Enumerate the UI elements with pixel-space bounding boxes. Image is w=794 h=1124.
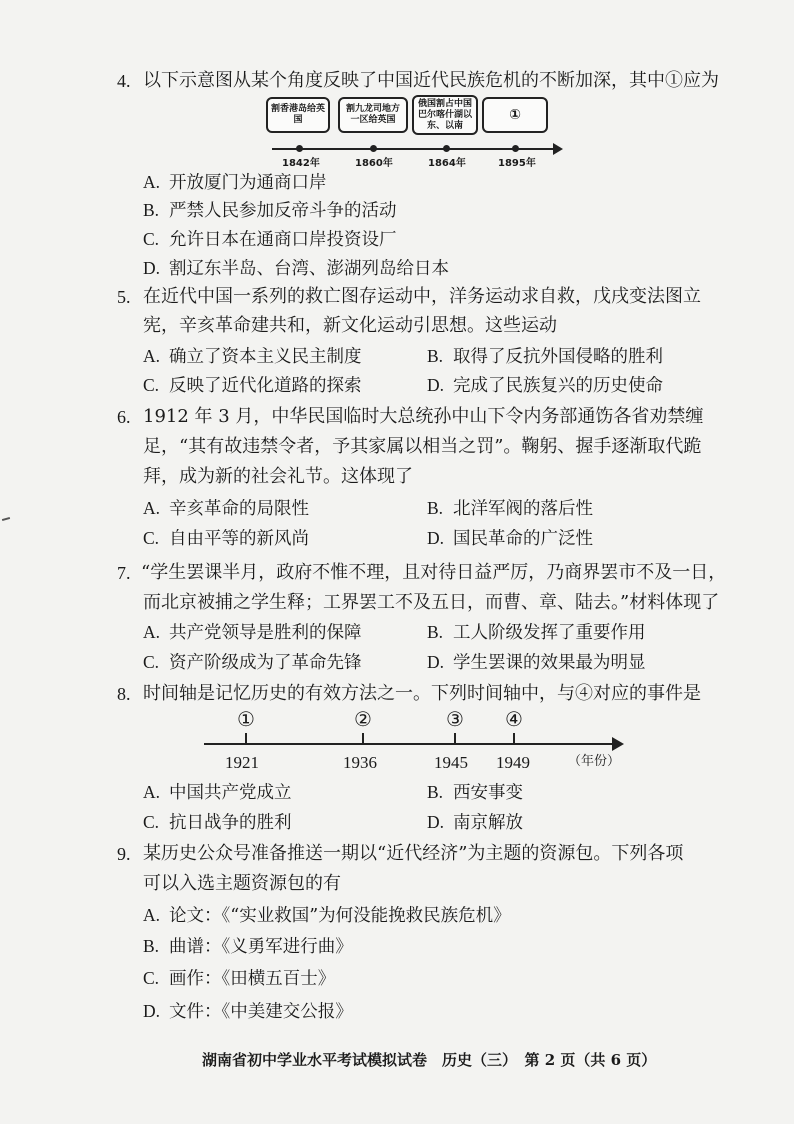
- timeline-dot: [370, 145, 377, 152]
- option-b[interactable]: B. 西安事变: [427, 782, 523, 803]
- option-c[interactable]: C. 资产阶级成为了革命先锋: [143, 652, 362, 673]
- option-c[interactable]: C. 允许日本在通商口岸投资设厂: [143, 229, 397, 250]
- timeline-year: 1842年: [282, 158, 320, 169]
- question-stem: 时间轴是记忆历史的有效方法之一。下列时间轴中，与④对应的事件是: [143, 683, 701, 704]
- option-b[interactable]: B. 曲谱：《义勇军进行曲》: [143, 936, 353, 957]
- diagram-box: 俄国割占中国巴尔喀什湖以东、以南: [412, 95, 478, 135]
- question-stem: 某历史公众号准备推送一期以“近代经济”为主题的资源包。下列各项: [143, 843, 684, 864]
- question-stem: 而北京被捕之学生释；工界罢工不及五日，而曹、章、陆去。”材料体现了: [143, 592, 720, 613]
- arrow-icon: [612, 737, 624, 751]
- option-c[interactable]: C. 反映了近代化道路的探索: [143, 375, 362, 396]
- timeline-mark: ①: [237, 707, 255, 731]
- option-a[interactable]: A. 辛亥革命的局限性: [143, 498, 309, 519]
- timeline-year: 1895年: [498, 158, 536, 169]
- page-footer: 湖南省初中学业水平考试模拟试卷 历史（三） 第 2 页（共 6 页）: [202, 1051, 657, 1069]
- option-d[interactable]: D. 学生罢课的效果最为明显: [427, 652, 646, 673]
- question-number: 8.: [117, 684, 131, 704]
- timeline-dot: [296, 145, 303, 152]
- option-b[interactable]: B. 取得了反抗外国侵略的胜利: [427, 346, 663, 367]
- timeline-mark: ③: [446, 707, 464, 731]
- question-stem: 足，“其有故违禁令者，予其家属以相当之罚”。鞠躬、握手逐渐取代跪: [143, 436, 702, 457]
- option-d[interactable]: D. 割辽东半岛、台湾、澎湖列岛给日本: [143, 258, 449, 279]
- question-stem: 在近代中国一系列的救亡图存运动中，洋务运动求自救，戊戌变法图立: [143, 286, 701, 307]
- option-c[interactable]: C. 画作：《田横五百士》: [143, 968, 336, 989]
- timeline-tick: [245, 733, 247, 745]
- option-a[interactable]: A. 中国共产党成立: [143, 782, 292, 803]
- option-d[interactable]: D. 国民革命的广泛性: [427, 528, 593, 549]
- option-c[interactable]: C. 自由平等的新风尚: [143, 528, 309, 549]
- question-stem: 以下示意图从某个角度反映了中国近代民族危机的不断加深，其中①应为: [143, 70, 719, 91]
- option-a[interactable]: A. 论文：《“实业救国”为何没能挽救民族危机》: [143, 905, 511, 926]
- timeline-year: 1864年: [428, 158, 466, 169]
- diagram-box: 割九龙司地方一区给英国: [338, 97, 408, 133]
- option-d[interactable]: D. 南京解放: [427, 812, 523, 833]
- diagram-box: 割香港岛给英国: [266, 97, 330, 133]
- question-stem: 拜，成为新的社会礼节。这体现了: [143, 466, 413, 487]
- option-b[interactable]: B. 工人阶级发挥了重要作用: [427, 622, 646, 643]
- timeline-mark: ②: [354, 707, 372, 731]
- timeline-mark: ④: [505, 707, 523, 731]
- option-b[interactable]: B. 严禁人民参加反帝斗争的活动: [143, 200, 397, 221]
- option-a[interactable]: A. 确立了资本主义民主制度: [143, 346, 362, 367]
- timeline-year: 1860年: [355, 158, 393, 169]
- timeline-dot: [512, 145, 519, 152]
- option-b[interactable]: B. 北洋军阀的落后性: [427, 498, 593, 519]
- question-number: 5.: [117, 287, 131, 307]
- timeline-year: 1936: [343, 753, 377, 772]
- option-a[interactable]: A. 开放厦门为通商口岸: [143, 172, 327, 193]
- timeline-tick: [454, 733, 456, 745]
- question-number: 9.: [117, 844, 131, 864]
- option-d[interactable]: D. 文件：《中美建交公报》: [143, 1001, 353, 1022]
- arrow-icon: [553, 143, 563, 155]
- question-number: 4.: [117, 71, 131, 91]
- timeline-unit: （年份）: [568, 754, 621, 769]
- question-stem: 可以入选主题资源包的有: [143, 873, 341, 894]
- question-stem: 宪，辛亥革命建共和，新文化运动引思想。这些运动: [143, 315, 557, 336]
- timeline-year: 1921: [225, 753, 259, 772]
- timeline-axis: [204, 743, 614, 745]
- question-number: 6.: [117, 407, 131, 427]
- question-stem: 1912 年 3 月，中华民国临时大总统孙中山下令内务部通饬各省劝禁缠: [143, 406, 704, 427]
- question-number: 7.: [117, 563, 131, 583]
- option-d[interactable]: D. 完成了民族复兴的历史使命: [427, 375, 663, 396]
- timeline-year: 1949: [496, 753, 530, 772]
- scan-mark: [2, 517, 10, 521]
- diagram-box-blank: ①: [482, 97, 548, 133]
- option-c[interactable]: C. 抗日战争的胜利: [143, 812, 292, 833]
- timeline-dot: [443, 145, 450, 152]
- timeline-tick: [513, 733, 515, 745]
- timeline-tick: [362, 733, 364, 745]
- option-a[interactable]: A. 共产党领导是胜利的保障: [143, 622, 362, 643]
- timeline-year: 1945: [434, 753, 468, 772]
- question-stem: “学生罢课半月，政府不惟不理，且对待日益严厉，乃商界罢市不及一日，: [141, 562, 727, 583]
